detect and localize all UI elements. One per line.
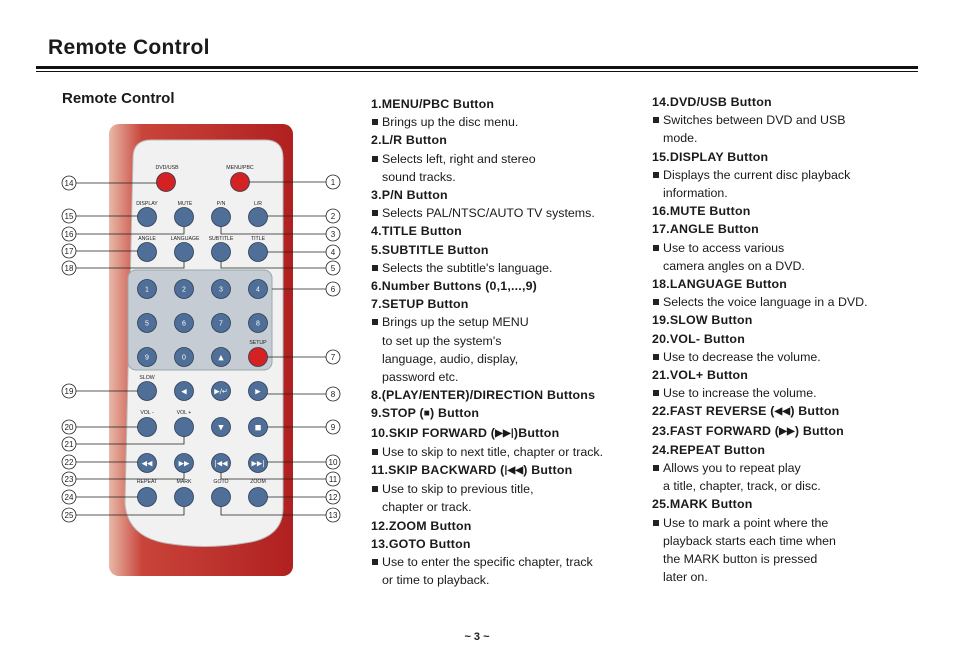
item-heading: 6.Number Buttons (0,1,...,9) [371, 279, 538, 294]
item-heading: 15.DISPLAY Button [652, 149, 769, 164]
item-description [371, 553, 646, 589]
button-symbol-icon: ▶▶ [779, 425, 795, 437]
angle-button[interactable] [138, 243, 157, 262]
description-line: chapter or track. [382, 500, 472, 515]
description-column-1 [371, 95, 646, 589]
callout-number: 5 [330, 264, 336, 273]
callout-number: 22 [64, 458, 74, 467]
item-description [371, 443, 646, 461]
label-title: TITLE [250, 236, 266, 242]
description-line: later on. [663, 570, 708, 585]
description-line: to set up the system's [382, 333, 502, 348]
right-arrow-button-icon: ▶ [255, 387, 261, 396]
callout-number: 3 [330, 230, 336, 239]
label-mute: MUTE [177, 201, 193, 207]
remote-control-diagram [55, 118, 355, 578]
item-heading: 25.MARK Button [652, 497, 753, 512]
callout-number: 7 [330, 353, 336, 362]
description-line: Selects the subtitle's language. [382, 260, 553, 275]
item-heading: 14.DVD/USB Button [652, 95, 772, 109]
item-heading: 3.P/N Button [371, 188, 448, 203]
item-heading: 21.VOL+ Button [652, 368, 749, 383]
header-rule [36, 66, 918, 69]
vol-plus-button[interactable] [175, 418, 194, 437]
label-setup: SETUP [249, 340, 267, 346]
button-symbol-icon: ◀◀ [774, 406, 791, 418]
callout-number: 1 [330, 178, 336, 187]
item-heading: 5.SUBTITLE Button [371, 242, 489, 257]
number-key-label: 5 [145, 320, 149, 328]
description-line: Use to skip to previous title, [382, 482, 534, 497]
item-description [652, 348, 917, 366]
item-heading: 17.ANGLE Button [652, 222, 759, 237]
callout-number: 11 [328, 475, 338, 484]
item-description [652, 384, 917, 402]
page-number: ~ 3 ~ [464, 631, 490, 643]
callout-number: 19 [64, 387, 74, 396]
description-line: or time to playback. [382, 573, 490, 588]
item-description [371, 480, 646, 516]
heading-text: 23.FAST FORWARD ( [652, 423, 780, 438]
heading-text: )Button [513, 425, 560, 440]
heading-text: 11.SKIP BACKWARD ( [371, 463, 505, 478]
label-zoom: ZOOM [250, 479, 266, 485]
item-description [652, 111, 917, 147]
label-subtitle: SUBTITLE [208, 236, 234, 242]
lr-button[interactable] [249, 208, 268, 227]
stop-button-icon: ■ [254, 423, 262, 432]
item-heading [371, 461, 646, 480]
up-arrow-button-icon: ▲ [218, 353, 224, 362]
callout-number: 6 [330, 285, 336, 294]
heading-text: ) Button [523, 463, 573, 478]
display-button[interactable] [138, 208, 157, 227]
description-line: language, audio, display, [382, 351, 519, 366]
description-line: Selects the voice language in a DVD. [663, 295, 868, 310]
fast-forward-button-icon: ▶▶ [178, 459, 190, 468]
description-line: Switches between DVD and USB [663, 113, 846, 128]
item-description [652, 239, 917, 275]
button-symbol-icon: ■ [423, 408, 431, 420]
number-key-label: 1 [145, 286, 149, 294]
description-line: Use to mark a point where the [663, 515, 829, 530]
item-heading: 24.REPEAT Button [652, 442, 766, 457]
dvd-usb-button[interactable] [157, 173, 176, 192]
setup-button[interactable] [249, 348, 268, 367]
description-line: password etc. [382, 370, 459, 385]
description-line: playback starts each time when [663, 533, 836, 548]
pn-button[interactable] [212, 208, 231, 227]
item-description [371, 259, 646, 277]
item-heading: 20.VOL- Button [652, 331, 745, 346]
callout-number: 17 [64, 247, 74, 256]
button-symbol-icon: ▶▶| [495, 427, 514, 439]
label-display: DISPLAY [136, 201, 158, 207]
label-pn: P/N [216, 201, 226, 207]
description-line: Selects left, right and stereo [382, 151, 536, 166]
mark-button[interactable] [175, 488, 194, 507]
down-arrow-button-icon: ▼ [218, 423, 224, 432]
label-mark: MARK [176, 479, 192, 485]
item-description [652, 459, 917, 495]
description-column-2 [652, 93, 917, 586]
label-dvd-usb: DVD/USB [155, 165, 179, 171]
button-symbol-icon: |◀◀ [504, 465, 524, 477]
number-key-label: 7 [219, 320, 223, 328]
label-menu-pbc: MENU/PBC [226, 165, 254, 171]
callout-number: 4 [330, 248, 336, 257]
description-line: Brings up the setup MENU [382, 315, 529, 330]
heading-text: 10.SKIP FORWARD ( [371, 425, 496, 440]
callout-number: 14 [64, 179, 74, 188]
description-line: mode. [663, 131, 698, 146]
page-title: Remote Control [48, 36, 210, 59]
heading-text: 22.FAST REVERSE ( [652, 404, 775, 419]
description-line: Allows you to repeat play [663, 461, 801, 476]
callout-number: 8 [330, 390, 336, 399]
number-key-label: 8 [256, 320, 260, 328]
description-line: Use to increase the volume. [663, 386, 817, 401]
item-description [652, 166, 917, 202]
item-heading [652, 422, 917, 441]
left-arrow-button-icon: ◀ [181, 387, 187, 396]
number-key-label: 4 [256, 286, 260, 294]
item-heading: 4.TITLE Button [371, 224, 462, 239]
description-line: a title, chapter, track, or disc. [663, 479, 821, 494]
description-line: Use to skip to next title, chapter or track. [382, 444, 604, 459]
slow-button[interactable] [138, 382, 157, 401]
description-line: Use to enter the specific chapter, track [382, 555, 593, 570]
item-description [371, 150, 646, 186]
label-lr: L/R [253, 201, 263, 207]
item-heading: 13.GOTO Button [371, 536, 471, 551]
subtitle-button[interactable] [212, 243, 231, 262]
callout-number: 24 [64, 493, 74, 502]
heading-text: ) Button [430, 406, 480, 421]
description-line: Selects PAL/NTSC/AUTO TV systems. [382, 206, 595, 221]
goto-button[interactable] [212, 488, 231, 507]
label-vol-minus: VOL - [140, 410, 154, 416]
callout-number: 21 [64, 440, 74, 449]
callout-number: 12 [328, 493, 338, 502]
heading-text: ) Button [790, 404, 840, 419]
callout-number: 10 [328, 458, 338, 467]
item-heading: 16.MUTE Button [652, 204, 751, 219]
item-heading: 18.LANGUAGE Button [652, 277, 788, 292]
zoom-button[interactable] [249, 488, 268, 507]
item-heading: 2.L/R Button [371, 133, 448, 148]
label-angle: ANGLE [138, 236, 156, 242]
description-line: Use to decrease the volume. [663, 349, 821, 364]
menu-pbc-button[interactable] [231, 173, 250, 192]
item-heading: 7.SETUP Button [371, 297, 469, 312]
callout-number: 18 [64, 264, 74, 273]
callout-number: 13 [328, 511, 338, 520]
label-slow: SLOW [139, 375, 155, 381]
callout-number: 2 [330, 212, 336, 221]
item-heading [371, 404, 646, 423]
number-key-label: 3 [219, 286, 223, 294]
item-description [371, 313, 646, 386]
item-description [652, 514, 917, 587]
repeat-button[interactable] [138, 488, 157, 507]
skip-backward-button-icon: |◀◀ [214, 459, 228, 468]
section-title: Remote Control [62, 90, 175, 107]
heading-text: 9.STOP ( [371, 406, 424, 421]
label-language: LANGUAGE [170, 236, 200, 242]
language-button[interactable] [175, 243, 194, 262]
callout-number: 20 [64, 423, 74, 432]
item-heading: 8.(PLAY/ENTER)/DIRECTION Buttons [371, 388, 596, 403]
item-description [652, 293, 917, 311]
vol-minus-button[interactable] [138, 418, 157, 437]
skip-forward-button-icon: ▶▶| [251, 459, 265, 468]
header-rule-thin [36, 71, 918, 72]
description-line: Brings up the disc menu. [382, 115, 519, 130]
item-heading: 12.ZOOM Button [371, 518, 472, 533]
number-key-label: 2 [182, 286, 186, 294]
description-line: Use to access various [663, 240, 785, 255]
heading-text: ) Button [794, 423, 844, 438]
number-key-label: 9 [145, 354, 149, 362]
item-heading: 1.MENU/PBC Button [371, 97, 495, 111]
item-heading [371, 424, 646, 443]
item-description [371, 204, 646, 222]
label-repeat: REPEAT [136, 479, 158, 485]
description-line: information. [663, 186, 728, 201]
callout-number: 15 [64, 212, 74, 221]
label-vol-plus: VOL + [176, 410, 192, 416]
description-line: sound tracks. [382, 169, 456, 184]
callout-number: 25 [64, 511, 74, 520]
number-key-label: 0 [182, 354, 186, 362]
callout-number: 16 [64, 230, 74, 239]
callout-number: 9 [330, 423, 336, 432]
title-button[interactable] [249, 243, 268, 262]
item-heading [652, 402, 917, 421]
fast-reverse-button-icon: ◀◀ [141, 459, 153, 468]
item-description [371, 113, 646, 131]
number-key-label: 6 [182, 320, 186, 328]
description-line: camera angles on a DVD. [663, 258, 805, 273]
description-line: the MARK button is pressed [663, 552, 818, 567]
label-goto: GOTO [213, 479, 229, 485]
callout-number: 23 [64, 475, 74, 484]
mute-button[interactable] [175, 208, 194, 227]
description-line: Displays the current disc playback [663, 167, 851, 182]
item-heading: 19.SLOW Button [652, 313, 753, 328]
play-enter-button-icon: ▶/↵ [214, 387, 228, 396]
